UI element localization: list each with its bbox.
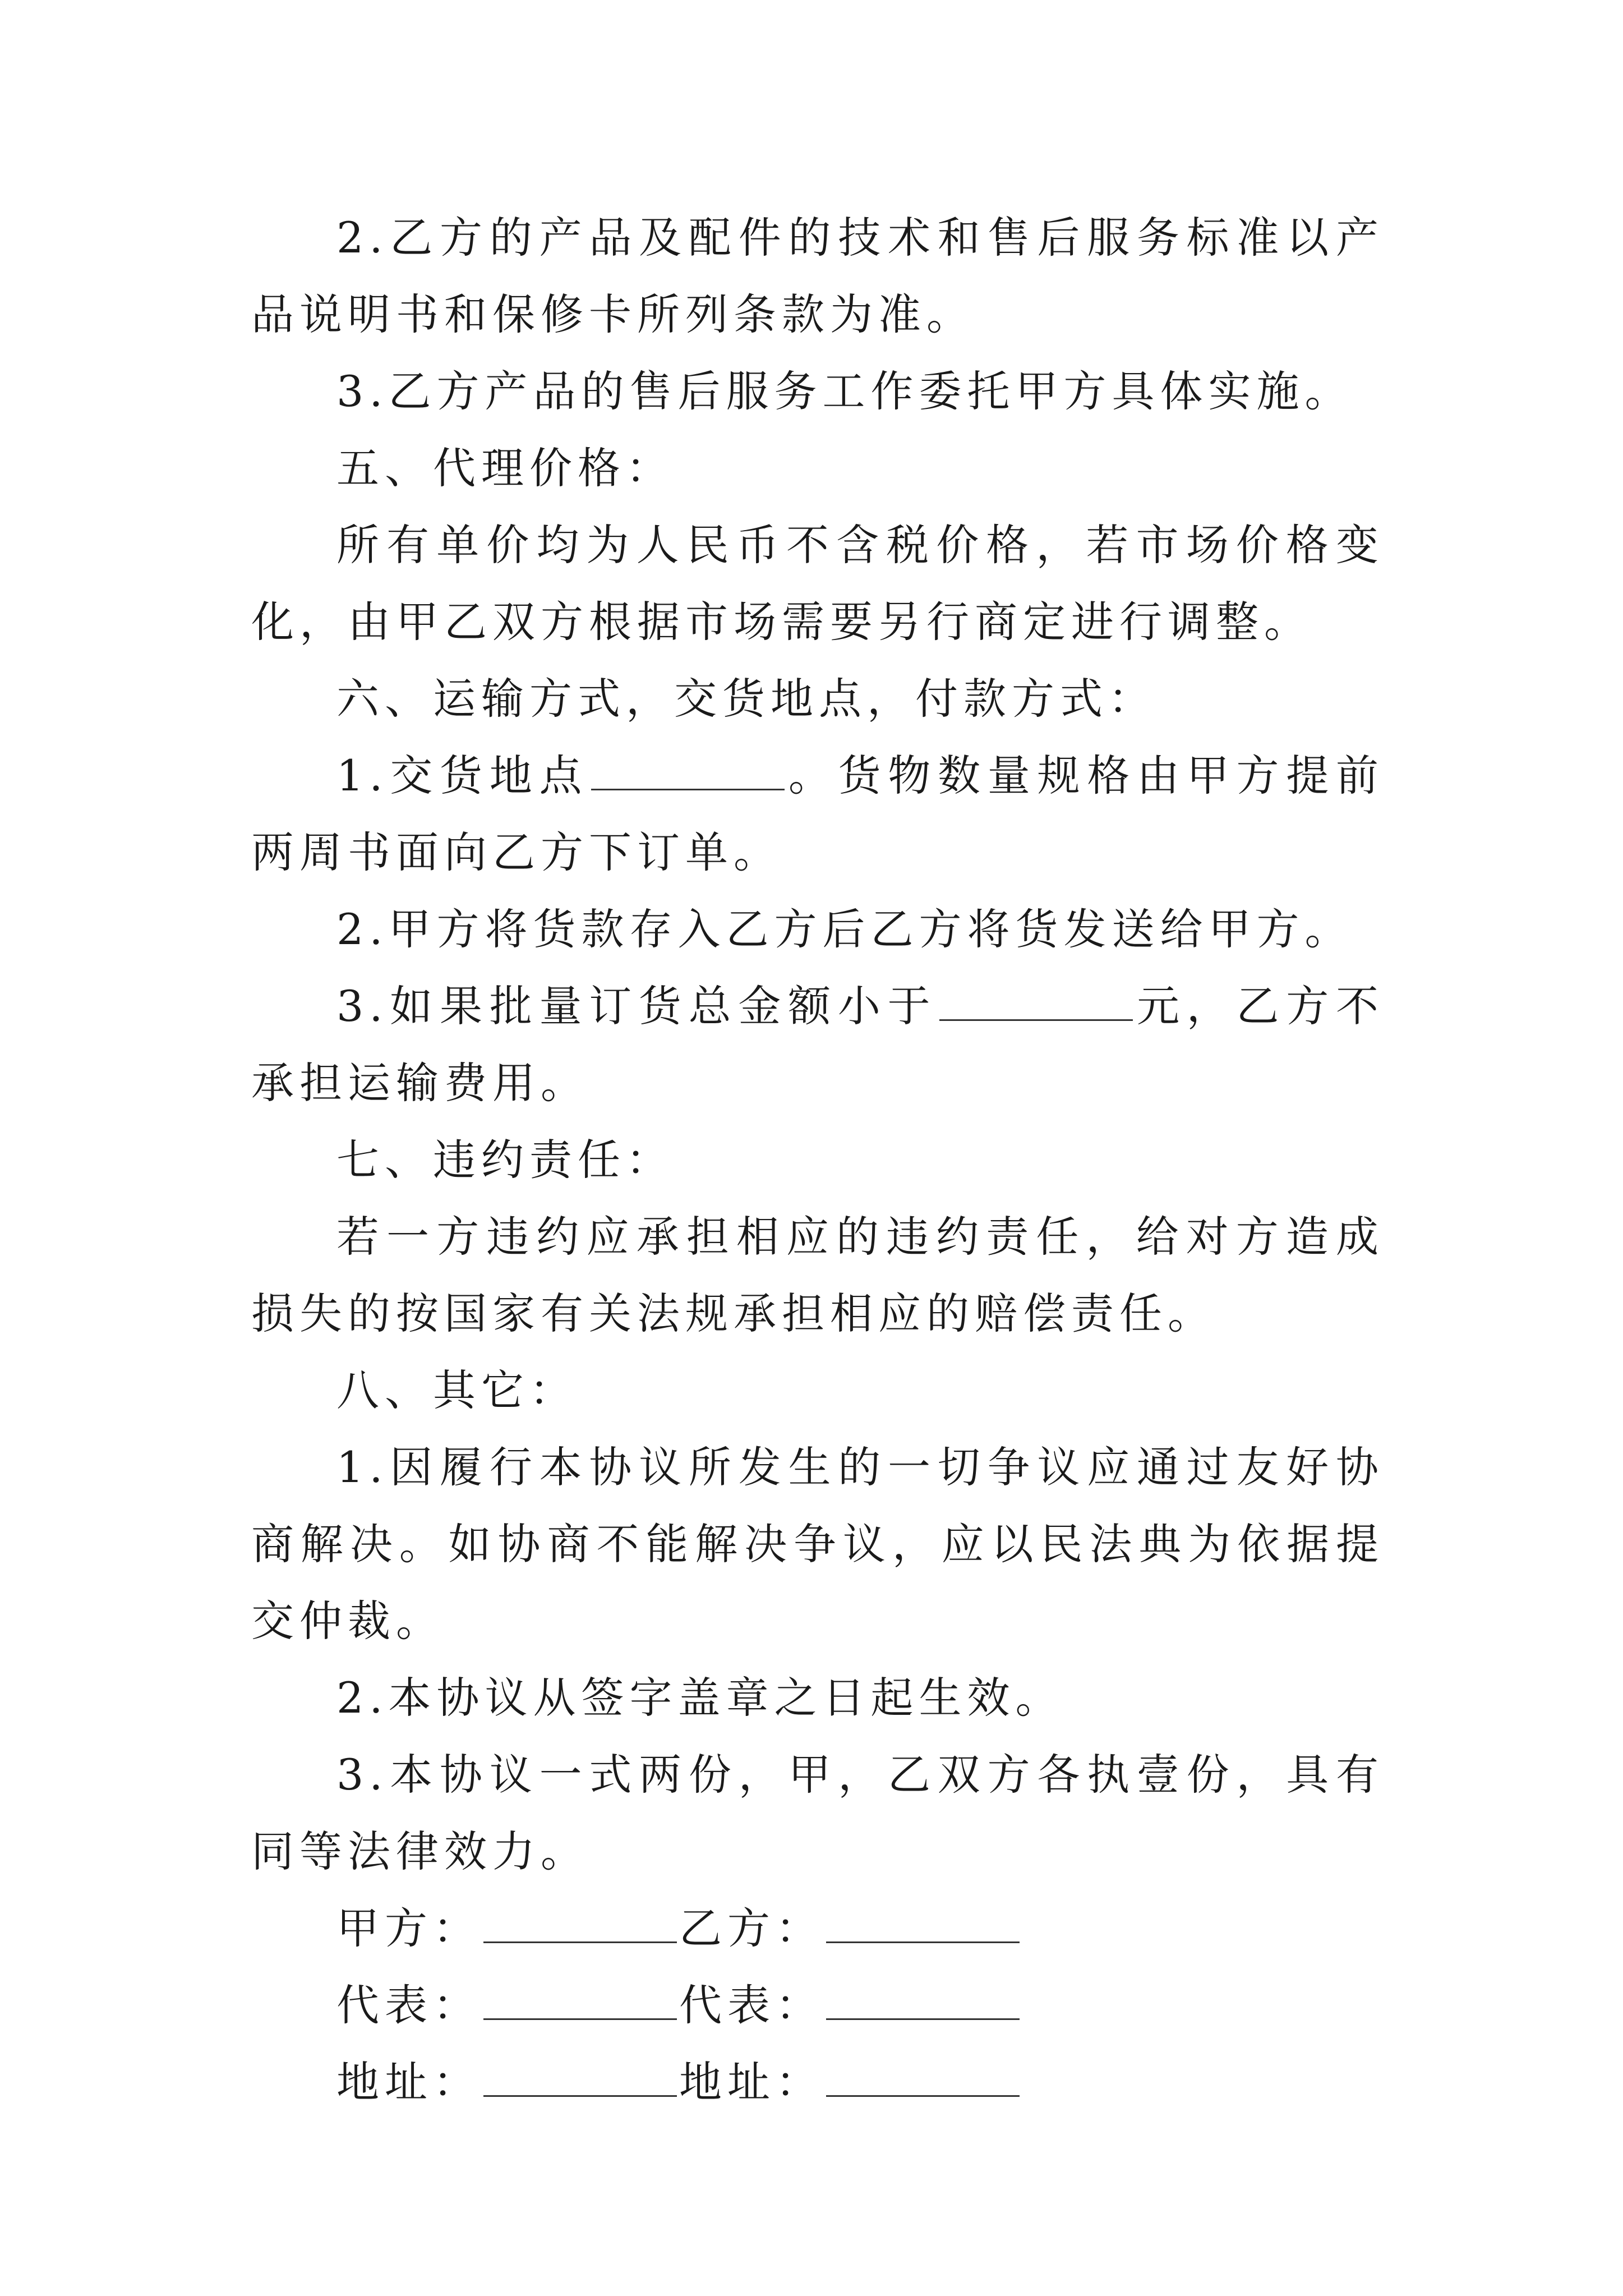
clause-4-3: 3.乙方产品的售后服务工作委托甲方具体实施。 [336, 366, 1353, 416]
clause-8-3: 3.本协议一式两份，甲，乙双方各执壹份，具有同等法律效力。 [251, 1750, 1384, 1876]
section-heading-6: 六、运输方式，交货地点，付款方式： [336, 674, 1156, 724]
party-a-address-label: 地址： [336, 2057, 481, 2107]
party-a-address-blank [483, 2062, 677, 2097]
clause-8-1: 1.因履行本协议所发生的一切争议应通过友好协商解决。如协商不能解决争议，应以民法典为依据提交仲裁。 [251, 1442, 1384, 1646]
clause-6-3-end: 元，乙方不承担运输费用。 [251, 981, 1384, 1108]
section-heading-5: 五、代理价格： [336, 443, 674, 493]
delivery-location-blank [591, 755, 785, 790]
section-heading-7: 七、违约责任： [336, 1135, 674, 1185]
signature-row-address [251, 2044, 1384, 2120]
section-heading-8: 八、其它： [336, 1365, 578, 1415]
clause-7-text: 若一方违约应承担相应的违约责任，给对方造成损失的按国家有关法规承担相应的赔偿责任。 [251, 1212, 1384, 1338]
clause-6-1-start: 1.交货地点 [336, 751, 589, 800]
party-b-representative-blank [826, 1985, 1020, 2020]
party-b-address-label: 地址： [679, 2057, 824, 2107]
party-b-address-blank [826, 2062, 1020, 2097]
party-b-blank [826, 1908, 1020, 1943]
clause-6-2: 2.甲方将货款存入乙方后乙方将货发送给甲方。 [336, 904, 1353, 954]
clause-6-1 [251, 737, 1384, 891]
clause-4-2: 2.乙方的产品及配件的技术和售后服务标准以产品说明书和保修卡所列条款为准。 [251, 213, 1384, 339]
party-b-label: 乙方： [679, 1903, 824, 1953]
order-amount-blank [939, 986, 1133, 1021]
clause-8-2: 2.本协议从签字盖章之日起生效。 [336, 1673, 1064, 1723]
party-b-representative-label: 代表： [679, 1980, 824, 2030]
party-a-representative-blank [483, 1985, 677, 2020]
clause-6-3-start: 3.如果批量订货总金额小于 [336, 981, 938, 1031]
clause-6-1-end: 。货物数量规格由甲方提前两周书面向乙方下订单。 [251, 751, 1384, 877]
signature-row-representative [251, 1967, 1384, 2044]
signature-row-party [251, 1890, 1384, 1967]
clause-6-3 [251, 968, 1384, 1121]
party-a-label: 甲方： [336, 1903, 481, 1953]
clause-5-text: 所有单价均为人民币不含税价格，若市场价格变化，由甲乙双方根据市场需要另行商定进行调整。 [251, 520, 1384, 647]
document-body [251, 199, 1384, 2120]
party-a-blank [483, 1908, 677, 1943]
party-a-representative-label: 代表： [336, 1980, 481, 2030]
